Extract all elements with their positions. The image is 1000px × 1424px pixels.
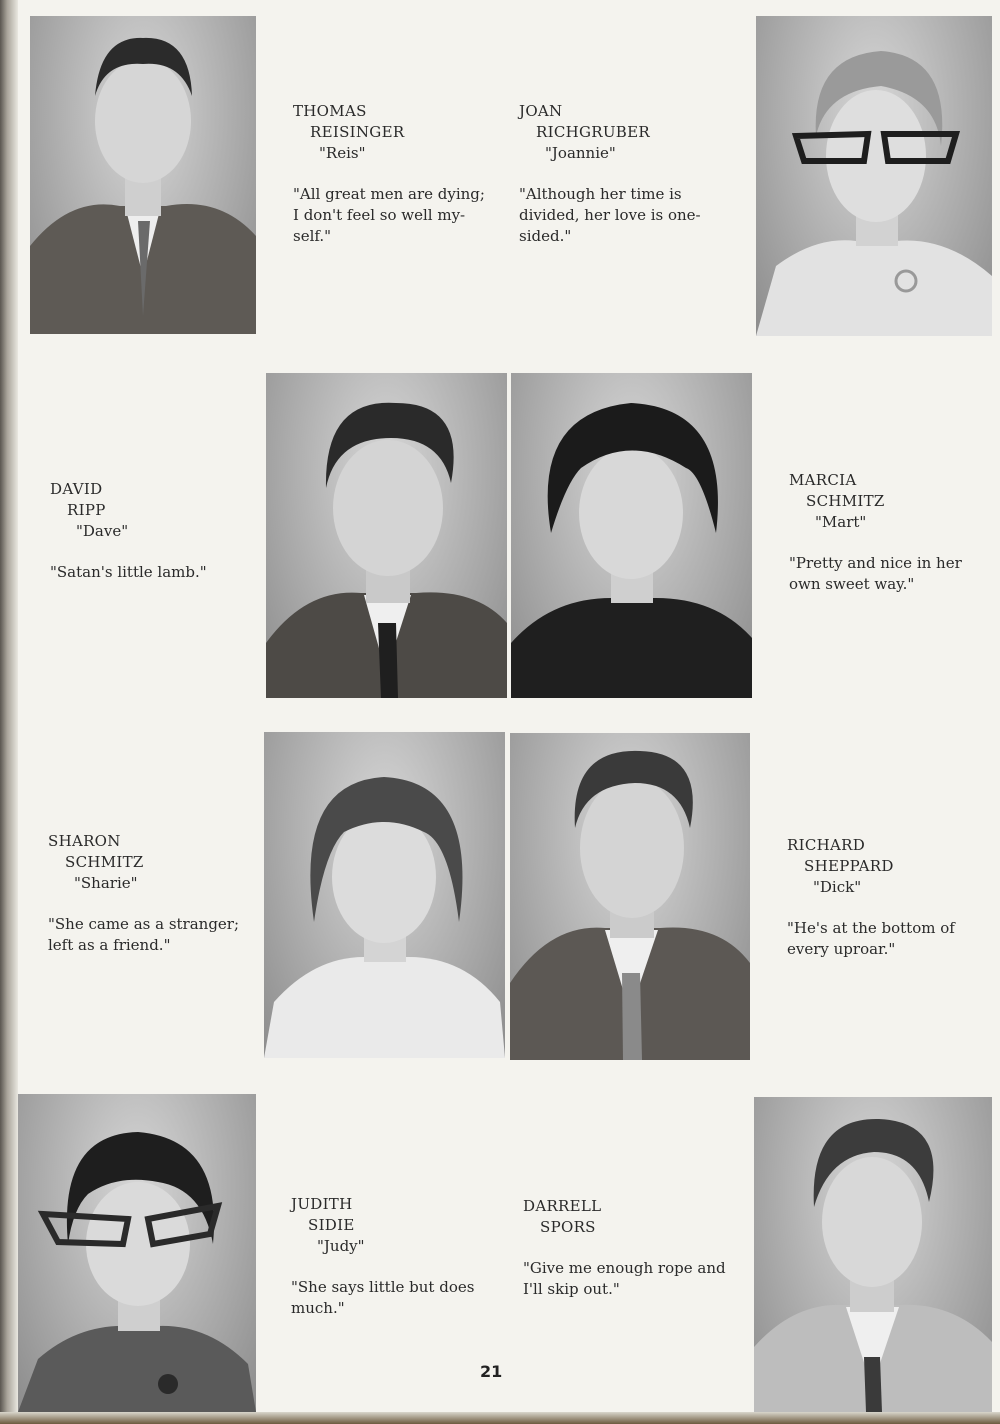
page-number: 21 xyxy=(480,1362,503,1381)
first-name: JOAN xyxy=(519,102,563,120)
book-gutter xyxy=(0,0,18,1424)
last-name: SHEPPARD xyxy=(804,857,894,875)
last-name: RIPP xyxy=(67,501,106,519)
nickname: "Reis" xyxy=(319,144,366,162)
student-bio-reisinger xyxy=(293,101,485,247)
quote-line: divided, her love is one- xyxy=(519,206,701,224)
first-name: MARCIA xyxy=(789,471,857,489)
quote-line: every uproar." xyxy=(787,940,896,958)
student-bio-marcia-schmitz xyxy=(789,470,962,595)
last-name: SCHMITZ xyxy=(806,492,885,510)
student-photo-spors xyxy=(754,1097,992,1412)
nickname: "Sharie" xyxy=(74,874,138,892)
quote-line: I'll skip out." xyxy=(523,1280,620,1298)
student-photo-marcia-schmitz xyxy=(511,373,752,698)
quote-line: "He's at the bottom of xyxy=(787,919,955,937)
quote-line: "Pretty and nice in her xyxy=(789,554,962,572)
quote-line: "All great men are dying; xyxy=(293,185,485,203)
page-bottom-edge xyxy=(0,1412,1000,1424)
nickname: "Dick" xyxy=(813,878,862,896)
student-photo-sharon-schmitz xyxy=(264,732,505,1058)
last-name: SCHMITZ xyxy=(65,853,144,871)
quote-line: own sweet way." xyxy=(789,575,915,593)
quote-line: sided." xyxy=(519,227,572,245)
quote-line: "Satan's little lamb." xyxy=(50,563,207,581)
nickname: "Dave" xyxy=(76,522,129,540)
last-name: SIDIE xyxy=(308,1216,355,1234)
quote-line: self." xyxy=(293,227,332,245)
last-name: SPORS xyxy=(540,1218,596,1236)
last-name: RICHGRUBER xyxy=(536,123,650,141)
quote-line: left as a friend." xyxy=(48,936,171,954)
first-name: RICHARD xyxy=(787,836,866,854)
quote-line: "She came as a stranger; xyxy=(48,915,240,933)
student-bio-ripp xyxy=(50,479,207,583)
nickname: "Mart" xyxy=(815,513,867,531)
first-name: DARRELL xyxy=(523,1197,602,1215)
student-photo-sidie xyxy=(18,1094,256,1412)
first-name: THOMAS xyxy=(293,102,367,120)
quote-line: "Give me enough rope and xyxy=(523,1259,726,1277)
student-bio-spors xyxy=(523,1196,726,1300)
quote-line: "Although her time is xyxy=(519,185,682,203)
last-name: REISINGER xyxy=(310,123,405,141)
first-name: JUDITH xyxy=(291,1195,353,1213)
student-photo-ripp xyxy=(266,373,507,698)
first-name: DAVID xyxy=(50,480,103,498)
nickname: "Joannie" xyxy=(545,144,616,162)
quote-line: "She says little but does xyxy=(291,1278,475,1296)
student-bio-sheppard xyxy=(787,835,955,960)
quote-line: I don't feel so well my- xyxy=(293,206,466,224)
student-bio-sidie xyxy=(291,1194,474,1319)
student-photo-sheppard xyxy=(510,733,750,1060)
student-photo-reisinger xyxy=(30,16,256,334)
first-name: SHARON xyxy=(48,832,121,850)
student-photo-richgruber xyxy=(756,16,992,336)
student-bio-sharon-schmitz xyxy=(48,831,239,956)
nickname: "Judy" xyxy=(317,1237,365,1255)
student-bio-richgruber xyxy=(519,101,701,247)
quote-line: much." xyxy=(291,1299,345,1317)
